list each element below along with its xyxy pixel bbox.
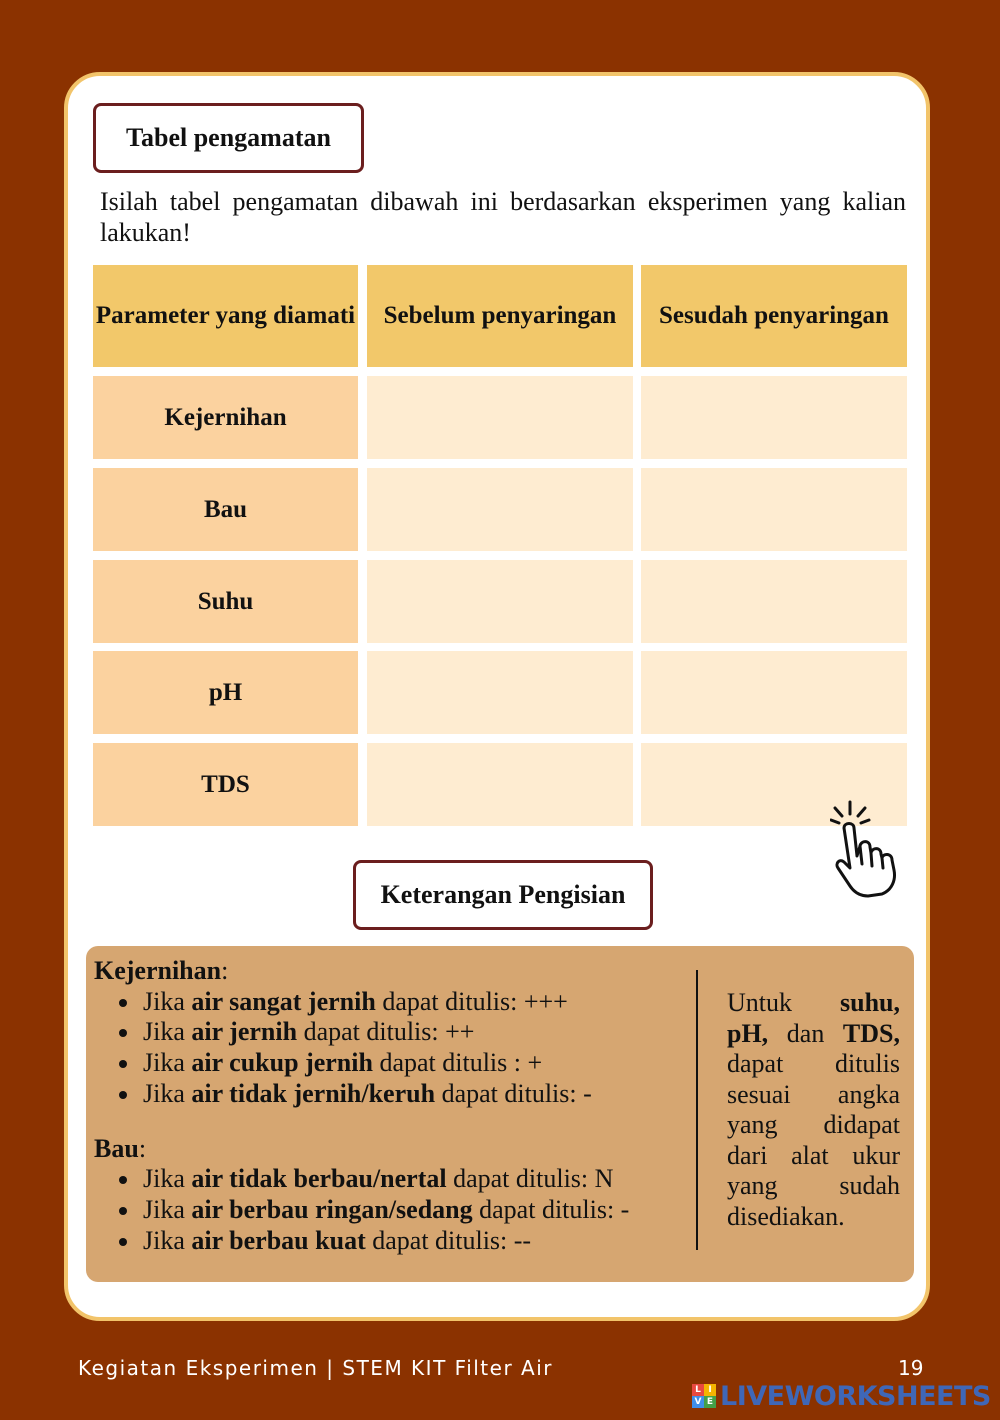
input-before-suhu[interactable]: [367, 560, 633, 643]
section-title-observation-table: [93, 103, 364, 173]
input-before-ph[interactable]: [367, 651, 633, 734]
param-label: pH: [208, 678, 243, 706]
list-item: • Jika air tidak berbau/nertal dapat ditulis: N: [141, 1164, 684, 1195]
input-before-tds[interactable]: [367, 743, 633, 826]
list-item: • Jika air berbau ringan/sedang dapat ditulis: -: [141, 1195, 684, 1226]
param-label: Suhu: [197, 587, 254, 615]
table-row-param: [93, 560, 358, 643]
legend-criteria: [94, 956, 684, 1256]
list-item: • Jika air berbau kuat dapat ditulis: --: [141, 1226, 684, 1257]
header-label: Parameter yang diamati: [95, 302, 356, 329]
param-label: Kejernihan: [164, 403, 287, 431]
table-row-param: [93, 651, 358, 734]
liveworksheets-logo-icon: L I V E: [692, 1384, 716, 1408]
param-label: Bau: [203, 495, 248, 523]
liveworksheets-brand: [692, 1382, 991, 1410]
input-after-kejernihan[interactable]: [641, 376, 907, 459]
list-item: • Jika air cukup jernih dapat ditulis : +: [141, 1048, 684, 1079]
input-after-suhu[interactable]: [641, 560, 907, 643]
list-item: • Jika air tidak jernih/keruh dapat ditulis: -: [141, 1079, 684, 1110]
input-before-bau[interactable]: [367, 468, 633, 551]
legend-kejernihan-heading: Kejernihan:: [94, 956, 229, 985]
table-header-before: [367, 265, 633, 367]
legend-bau-list: [94, 1164, 684, 1256]
legend-divider: [696, 970, 698, 1250]
legend-panel: [86, 946, 914, 1282]
list-item: • Jika air jernih dapat ditulis: ++: [141, 1017, 684, 1048]
list-item: • Jika air sangat jernih dapat ditulis: +++: [141, 987, 684, 1018]
table-row-param: [93, 743, 358, 826]
footer-title: Kegiatan Eksperimen | STEM KIT Filter Air: [78, 1356, 553, 1380]
param-label: TDS: [201, 770, 250, 798]
brand-wordmark: LIVEWORKSHEETS: [720, 1380, 991, 1412]
pointer-hand-icon: [830, 798, 920, 898]
section-title-filling-notes: [353, 860, 653, 930]
legend-bau-heading: Bau:: [94, 1133, 147, 1163]
section-title-text: Tabel pengamatan: [126, 123, 331, 152]
input-after-ph[interactable]: [641, 651, 907, 734]
header-label: Sebelum penyaringan: [383, 302, 617, 329]
input-before-kejernihan[interactable]: [367, 376, 633, 459]
section-title-text: Keterangan Pengisian: [380, 880, 626, 909]
table-header-after: [641, 265, 907, 367]
instruction-text: Isilah tabel pengamatan dibawah ini berdasarkan eksperimen yang kalian lakukan!: [100, 187, 906, 247]
header-label: Sesudah penyaringan: [659, 302, 889, 329]
input-after-bau[interactable]: [641, 468, 907, 551]
table-row-param: [93, 376, 358, 459]
page-number: 19: [898, 1356, 924, 1380]
legend-numeric-note: Untuk suhu, pH, dan TDS, dapat ditulis sesuai angka yang didapat dari alat ukur yang sudah disediakan.: [727, 988, 900, 1231]
table-header-parameter: [93, 265, 358, 367]
legend-kejernihan-list: [94, 987, 684, 1110]
table-row-param: [93, 468, 358, 551]
